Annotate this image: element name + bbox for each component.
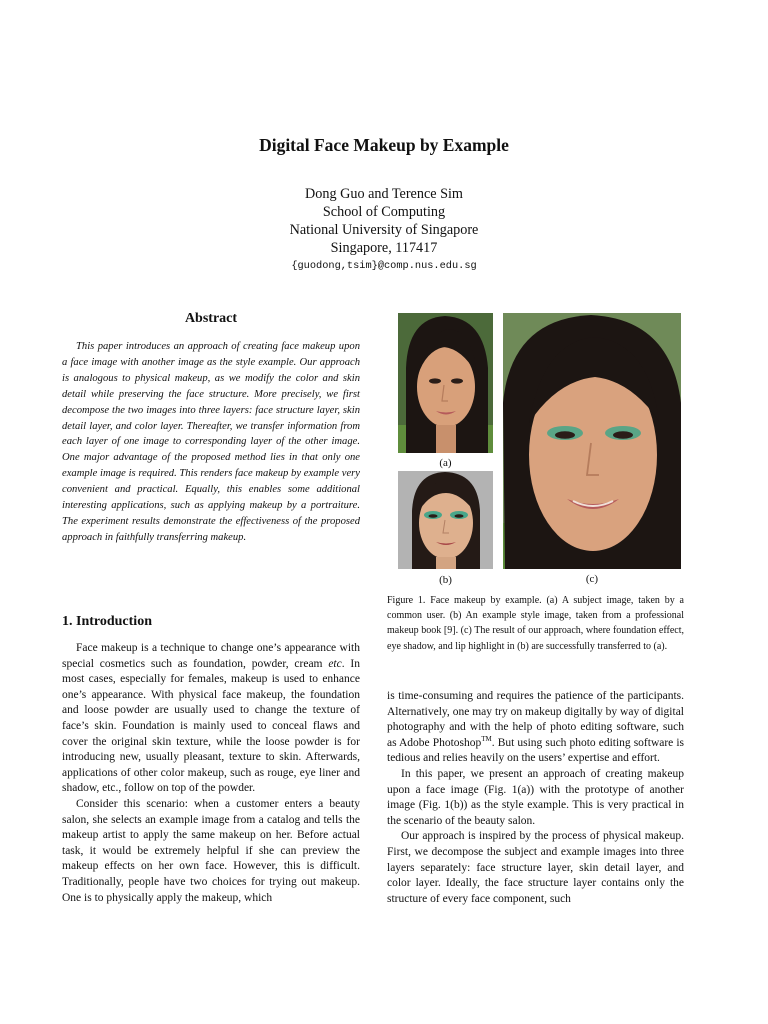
figure-1c-label: (c) xyxy=(585,573,599,585)
section-heading-introduction: 1. Introduction xyxy=(62,614,152,629)
author-city: Singapore, 117417 xyxy=(330,240,438,256)
intro-right-paragraph-3: Our approach is inspired by the process of physical makeup. First, we decompose the subject and example images into three layers separately: face structure layer, skin detail layer, and color layer. Ideally, the face structure layer contains only the structure of every face component, such xyxy=(387,830,684,905)
intro-r1-text-b: . But using such photo editing software is tedious and relies heavily on the users’ expertise and effort. xyxy=(387,736,685,765)
intro-right-column xyxy=(387,689,684,907)
intro-p1-text-b: . In most cases, especially for females, makeup is used to enhance one’s appearance. With physical face makeup, the foundation and loose powder are usually used to change the texture of face’s skin. Foundation is mainly used to conceal flaws and cover the original skin texture, while the loose powder is for introducing new, usually pleasant, texture to skin. Afterwards, applications of other color makeup, such as rouge, eye liner and shadow, etc., follow on top of the powder. xyxy=(62,657,360,795)
figure-1a-subject-photo xyxy=(398,313,493,453)
figure-1b-example-photo xyxy=(398,471,493,569)
intro-paragraph-1 xyxy=(62,641,360,797)
abstract-text: This paper introduces an approach of creating face makeup upon a face image with another image as the style example. Our approach is analogous to physical makeup, as we modify the color and skin detail while preserving the face structure. More precisely, we first decompose the two images into three layers: face structure layer, skin detail layer, and color layer. Thereafter, we transfer information from each layer of one image to corresponding layer of the other image. One major advantage of the proposed method lies in that only one example image is required. This renders face makeup by example very convenient and practical. Equally, this enables some additional interesting applications, such as applying makeup by a portraiture. The experiment results demonstrate the effectiveness of the proposed approach in faithfully transferring makeup. xyxy=(62,341,360,543)
intro-paragraph-2: Consider this scenario: when a customer enters a beauty salon, she selects an example image from a catalog and tells the makeup artist to apply the same makeup on her. Before actual task, it would be extremely helpful if she can preview the makeup effects on her own face. However, this is difficult. Traditionally, people have two choices for trying out makeup. One is to physically apply the makeup, which xyxy=(62,797,360,904)
figure-1-caption: Figure 1. Face makeup by example. (a) A subject image, taken by a common user. (b) An example style image, taken from a professional makeup book [9]. (c) The result of our approach, where foundation effect, eye shadow, and lip highlight in (b) are successfully transferred to (a). xyxy=(387,595,684,652)
intro-right-paragraph-2: In this paper, we present an approach of creating makeup upon a face image (Fig. 1(a)) with the prototype of another image (Fig. 1(b)) as the style example. This is very practical in the scenario of the beauty salon. xyxy=(387,767,684,827)
abstract-heading: Abstract xyxy=(184,311,238,326)
abstract-section xyxy=(62,310,360,546)
intro-right-paragraph-1 xyxy=(387,689,684,767)
author-univ: National University of Singapore xyxy=(289,222,479,238)
author-dept: School of Computing xyxy=(322,204,446,220)
intro-p1-etc: etc xyxy=(328,657,342,670)
figure-1b-label: (b) xyxy=(439,574,452,586)
intro-r1-text-a: is time-consuming and requires the patience of the participants. Alternatively, one may try on makeup digitally by way of digital photography and with the help of photo editing software, such as Adobe Photoshop xyxy=(387,690,684,749)
author-block xyxy=(0,185,768,275)
trademark-symbol: TM xyxy=(481,734,492,743)
intro-left-column xyxy=(62,641,360,906)
intro-p1-text-a: Face makeup is a technique to change one’s appearance with special cosmetics such as foundation, powder, cream xyxy=(62,642,360,670)
figure-1c-result-photo xyxy=(503,313,681,569)
author-email: {guodong,tsim}@comp.nus.edu.sg xyxy=(291,260,477,272)
figure-1a-label: (a) xyxy=(439,457,452,469)
paper-title: Digital Face Makeup by Example xyxy=(259,135,509,155)
author-names: Dong Guo and Terence Sim xyxy=(305,186,463,202)
